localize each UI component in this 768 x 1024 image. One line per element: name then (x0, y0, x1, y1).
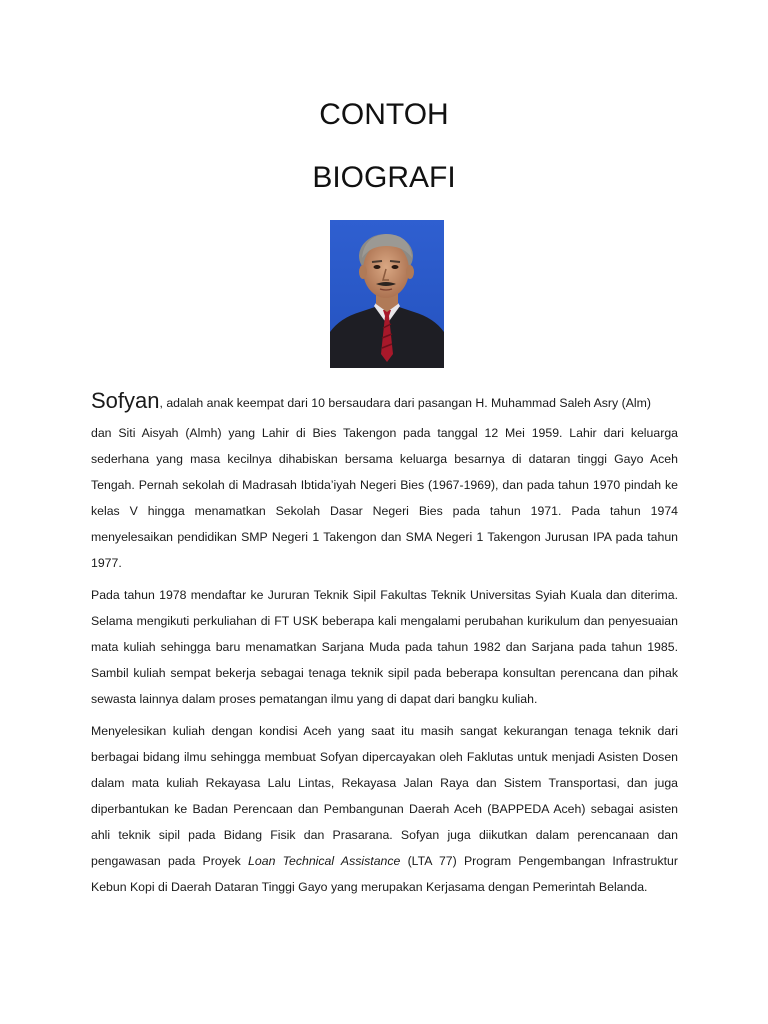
subject-name: Sofyan (91, 388, 160, 413)
paragraph-1-lead (91, 384, 678, 420)
biography-text (91, 384, 678, 906)
paragraph-3-italic: Loan Technical Assistance (248, 854, 401, 868)
paragraph-3-part-2: (LTA 77) Program Pengembangan Infrastruktur Kebun Kopi di Daerah Dataran Tinggi Gayo yang merupakan Kerjasama dengan Pemerintah Belanda. (91, 854, 678, 894)
title-line-1: CONTOH (319, 98, 449, 131)
paragraph-1-lead-rest: , adalah anak keempat dari 10 bersaudara dari pasangan H. Muhammad Saleh Asry (Alm) (159, 396, 651, 410)
paragraph-1-body: dan Siti Aisyah (Almh) yang Lahir di Bies Takengon pada tanggal 12 Mei 1959. Lahir dari keluarga sederhana yang masa kecilnya dihabiskan bersama keluarga besarnya di dataran tinggi Gayo Aceh Tengah. Pernah sekolah di Madrasah Ibtida’iyah Negeri Bies (1967-1969), dan pada tahun 1970 pindah ke kelas V hingga menamatkan Sekolah Dasar Negeri Bies pada tahun 1971. Pada tahun 1974 menyelesaikan pendidikan SMP Negeri 1 Takengon dan SMA Negeri 1 Takengon Jurusan IPA pada tahun 1977. (91, 426, 678, 570)
title-line-2: BIOGRAFI (312, 161, 456, 194)
paragraph-3-part-1: Menyelesikan kuliah dengan kondisi Aceh yang saat itu masih sangat kekurangan tenaga teknik dari berbagai bidang ilmu sehingga membuat Sofyan dipercayakan oleh Faklutas untuk menjadi Asisten Dosen dalam mata kuliah Rekayasa Lalu Lintas, Rekayasa Jalan Raya dan Sistem Transportasi, dan juga diperbantukan ke Badan Perencaan dan Pembangunan Daerah Aceh (BAPPEDA Aceh) sebagai asisten ahli teknik sipil pada Bidang Fisik dan Prasarana. Sofyan juga diikutkan dalam perencanaan dan pengawasan pada Proyek (91, 724, 678, 868)
paragraph-3 (91, 718, 678, 900)
portrait-photo (330, 220, 444, 368)
paragraph-2: Pada tahun 1978 mendaftar ke Jururan Teknik Sipil Fakultas Teknik Universitas Syiah Kuala dan diterima. Selama mengikuti perkuliahan di FT USK beberapa kali mengalami perubahan kurikulum dan penyesuaian mata kuliah sehingga baru menamatkan Sarjana Muda pada tahun 1982 dan Sarjana pada tahun 1985. Sambil kuliah sempat bekerja sebagai tenaga teknik sipil pada beberapa konsultan perencana dan pihak sewasta lainnya dalam proses pematangan ilmu yang di dapat dari bangku kuliah. (91, 588, 678, 706)
